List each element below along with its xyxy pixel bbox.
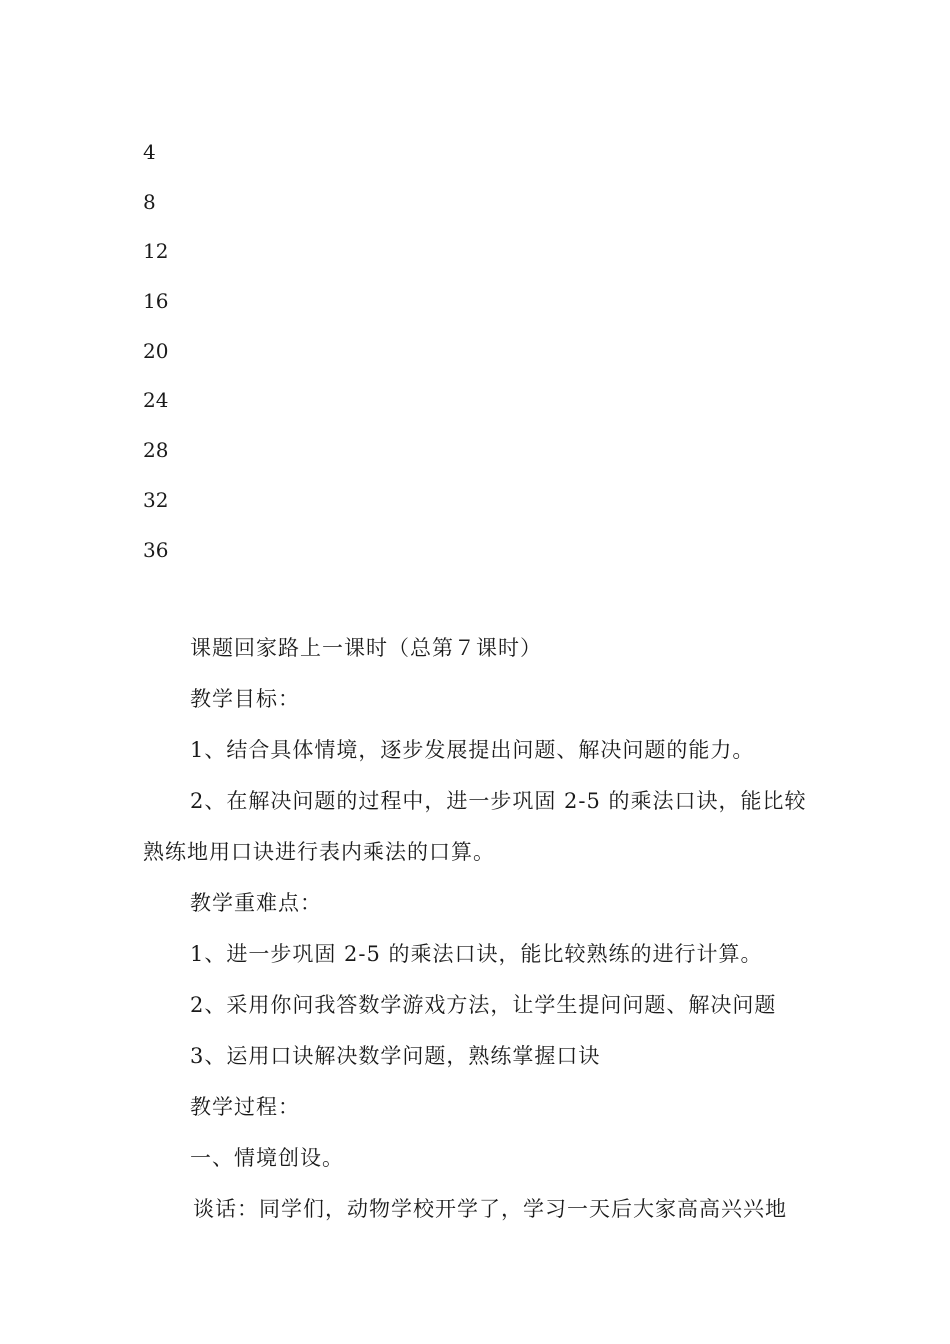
objectives-heading: 教学目标： [190,687,300,711]
keypoints-heading: 教学重难点： [190,891,322,915]
number-list [143,140,168,587]
lesson-title: 课题回家路上一课时（总第７课时） [190,636,542,660]
process-heading: 教学过程： [190,1095,300,1119]
lesson-plan [143,634,823,1246]
section-1-heading: 一、情境创设。 [190,1146,344,1170]
list-item: 16 [143,289,169,314]
objective-2-line-1: 2、在解决问题的过程中，进一步巩固 2-5 的乘法口诀，能比较 [190,789,807,813]
list-item: 32 [143,487,169,512]
keypoint-1: 1、进一步巩固 2-5 的乘法口诀，能比较熟练的进行计算。 [190,942,763,966]
list-item: 20 [143,338,169,363]
list-item: 28 [143,438,169,463]
list-item: 24 [143,388,169,413]
list-item: 8 [143,189,156,214]
objective-2-line-2: 熟练地用口诀进行表内乘法的口算。 [143,840,495,864]
objective-1: 1、结合具体情境，逐步发展提出问题、解决问题的能力。 [190,738,755,762]
keypoint-2: 2、采用你问我答数学游戏方法，让学生提问问题、解决问题 [190,993,777,1017]
keypoint-3: 3、运用口诀解决数学问题，熟练掌握口诀 [190,1044,601,1068]
list-item: 12 [143,239,169,264]
list-item: 36 [143,537,169,562]
dialogue-paragraph: 谈话：同学们，动物学校开学了，学习一天后大家高高兴兴地 [193,1197,787,1221]
list-item: 4 [143,140,156,164]
